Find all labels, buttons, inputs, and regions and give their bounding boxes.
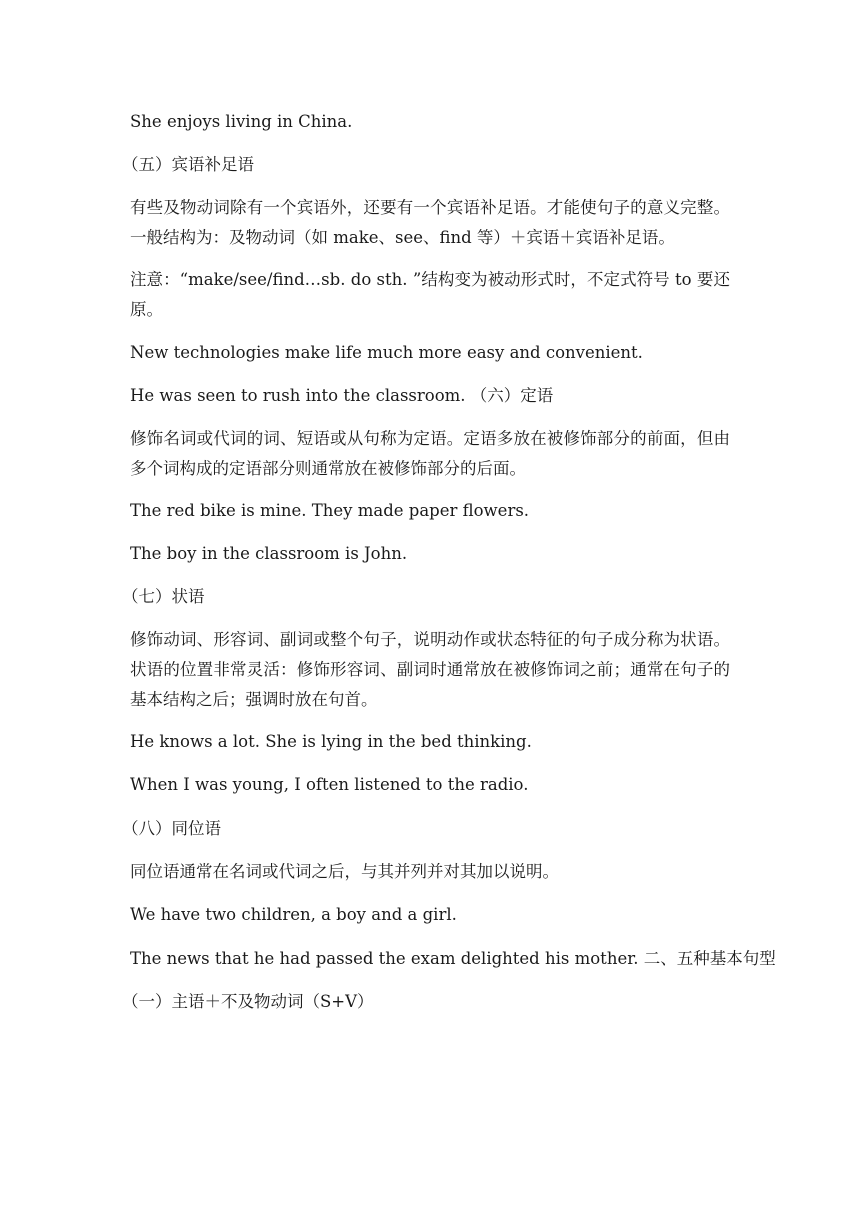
section-heading-object-complement: （五）宾语补足语 — [122, 155, 254, 174]
example-sentence: New technologies make life much more easy and convenient. — [130, 343, 643, 362]
example-sentence: The red bike is mine. They made paper flowers. — [130, 501, 530, 520]
example-sentence: The boy in the classroom is John. — [130, 544, 408, 563]
example-sentence-with-heading: He was seen to rush into the classroom. （六）定语 — [130, 386, 554, 405]
example-sentence: When I was young, I often listened to the radio. — [130, 775, 529, 794]
paragraph-adverbial: 修饰动词、形容词、副词或整个句子，说明动作或状态特征的句子成分称为状语。状语的位置非常灵活：修饰形容词、副词时通常放在被修饰词之前；通常在句子的基本结构之后；强调时放在句首。 — [130, 630, 730, 709]
example-sentence: She enjoys living in China. — [130, 112, 353, 131]
paragraph-appositive: 同位语通常在名词或代词之后，与其并列并对其加以说明。 — [130, 862, 559, 881]
section-heading-sv-pattern: （一）主语＋不及物动词（S+V） — [122, 992, 374, 1011]
example-sentence: He knows a lot. She is lying in the bed thinking. — [130, 732, 532, 751]
example-sentence-with-heading: The news that he had passed the exam delighted his mother. 二、五种基本句型 — [130, 949, 776, 968]
paragraph-attribute: 修饰名词或代词的词、短语或从句称为定语。定语多放在被修饰部分的前面，但由多个词构成的定语部分则通常放在被修饰部分的后面。 — [130, 429, 730, 478]
paragraph-object-complement: 有些及物动词除有一个宾语外，还要有一个宾语补足语。才能使句子的意义完整。一般结构为：及物动词（如 make、see、find 等）＋宾语＋宾语补足语。 — [130, 198, 730, 247]
section-heading-appositive: （八）同位语 — [122, 819, 221, 838]
paragraph-note: 注意：“make/see/find…sb. do sth. ”结构变为被动形式时，不定式符号 to 要还原。 — [130, 270, 730, 319]
section-heading-adverbial: （七）状语 — [122, 587, 205, 606]
example-sentence: We have two children, a boy and a girl. — [130, 905, 457, 924]
